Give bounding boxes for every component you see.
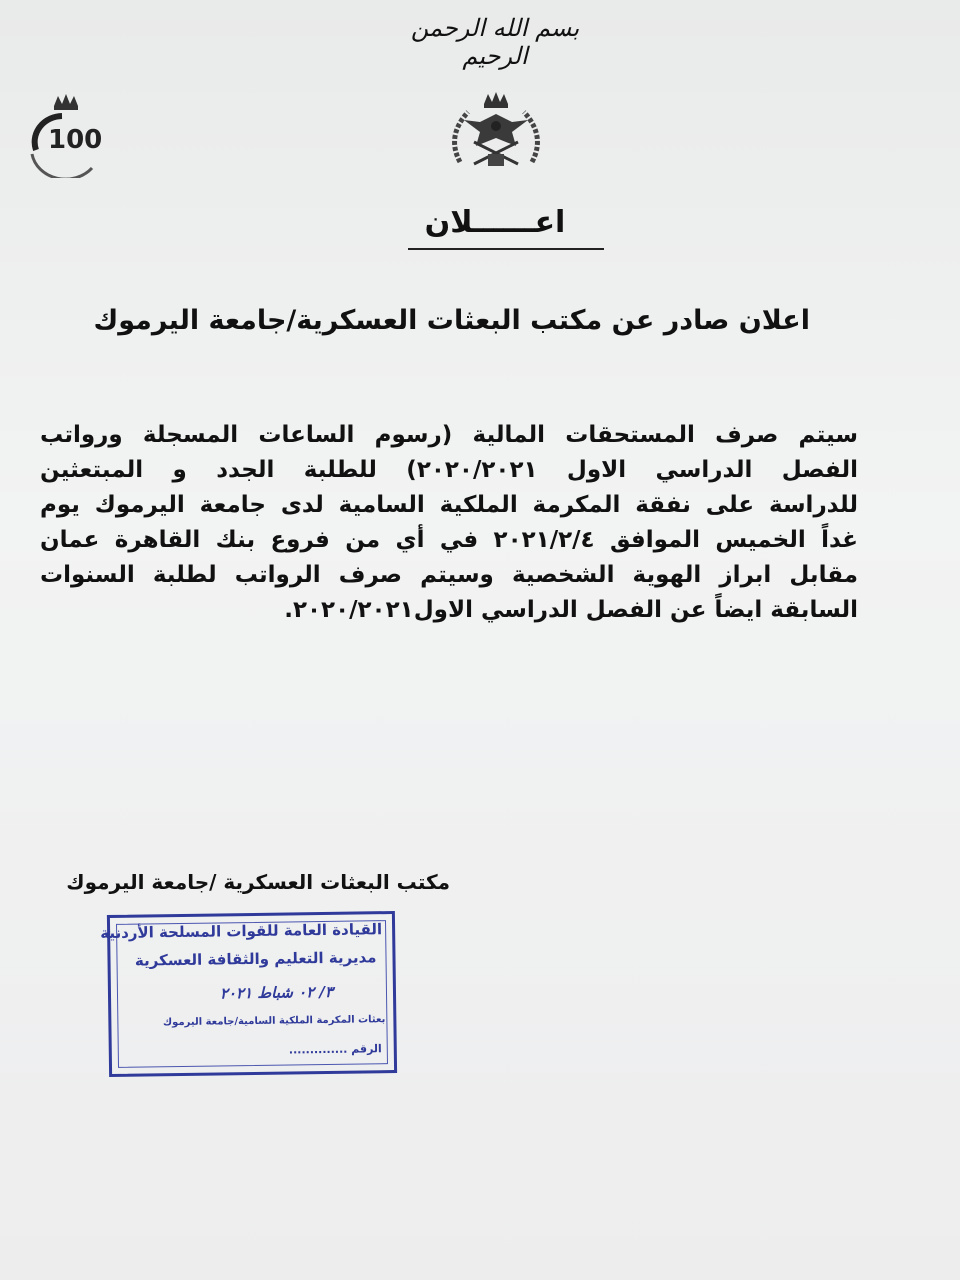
- stamp-line-command: القيادة العامة للقوات المسلحة الأردنية: [100, 920, 383, 943]
- centennial-number: 100: [48, 125, 103, 155]
- heading-underline: [408, 248, 604, 250]
- body-line: السابقة ايضاً عن الفصل الدراسي الاول٢٠٢٠/٢٠٢١.: [284, 597, 858, 623]
- body-line: غداً الخميس الموافق ٢٠٢١/٢/٤ في أي من فروع بنك القاهرة عمان: [40, 527, 859, 553]
- body-line: الفصل الدراسي الاول ٢٠٢٠/٢٠٢١) للطلبة الجدد و المبتعثين: [40, 457, 858, 483]
- body-line: مقابل ابراز الهوية الشخصية وسيتم صرف الرواتب لطلبة السنوات: [40, 562, 858, 588]
- announcement-heading: اعــــــلان: [424, 205, 566, 240]
- jordan-armed-forces-emblem-icon: [440, 92, 552, 176]
- body-line: للدراسة على نفقة المكرمة الملكية السامية لدى جامعة اليرموك يوم: [40, 492, 858, 518]
- announcement-subtitle: اعلان صادر عن مكتب البعثات العسكرية/جامعة اليرموك: [93, 305, 810, 336]
- body-line: سيتم صرف المستحقات المالية (رسوم الساعات المسجلة ورواتب: [40, 422, 858, 448]
- signature-office: مكتب البعثات العسكرية /جامعة اليرموك: [66, 870, 450, 894]
- centennial-logo-icon: [22, 92, 122, 178]
- stamp-date: ٣/ ٠٢ شباط ٢٠٢١: [219, 982, 334, 1003]
- stamp-line-office: بعثات المكرمة الملكية السامية/جامعة اليرموك: [162, 1014, 386, 1029]
- basmala: بسم الله الرحمن الرحيم: [410, 14, 580, 70]
- announcement-body: [40, 418, 858, 628]
- stamp-line-directorate: مديرية التعليم والثقافة العسكرية: [134, 948, 377, 970]
- official-stamp: [100, 911, 397, 1077]
- stamp-ref-number: الرقم ..............: [288, 1042, 382, 1057]
